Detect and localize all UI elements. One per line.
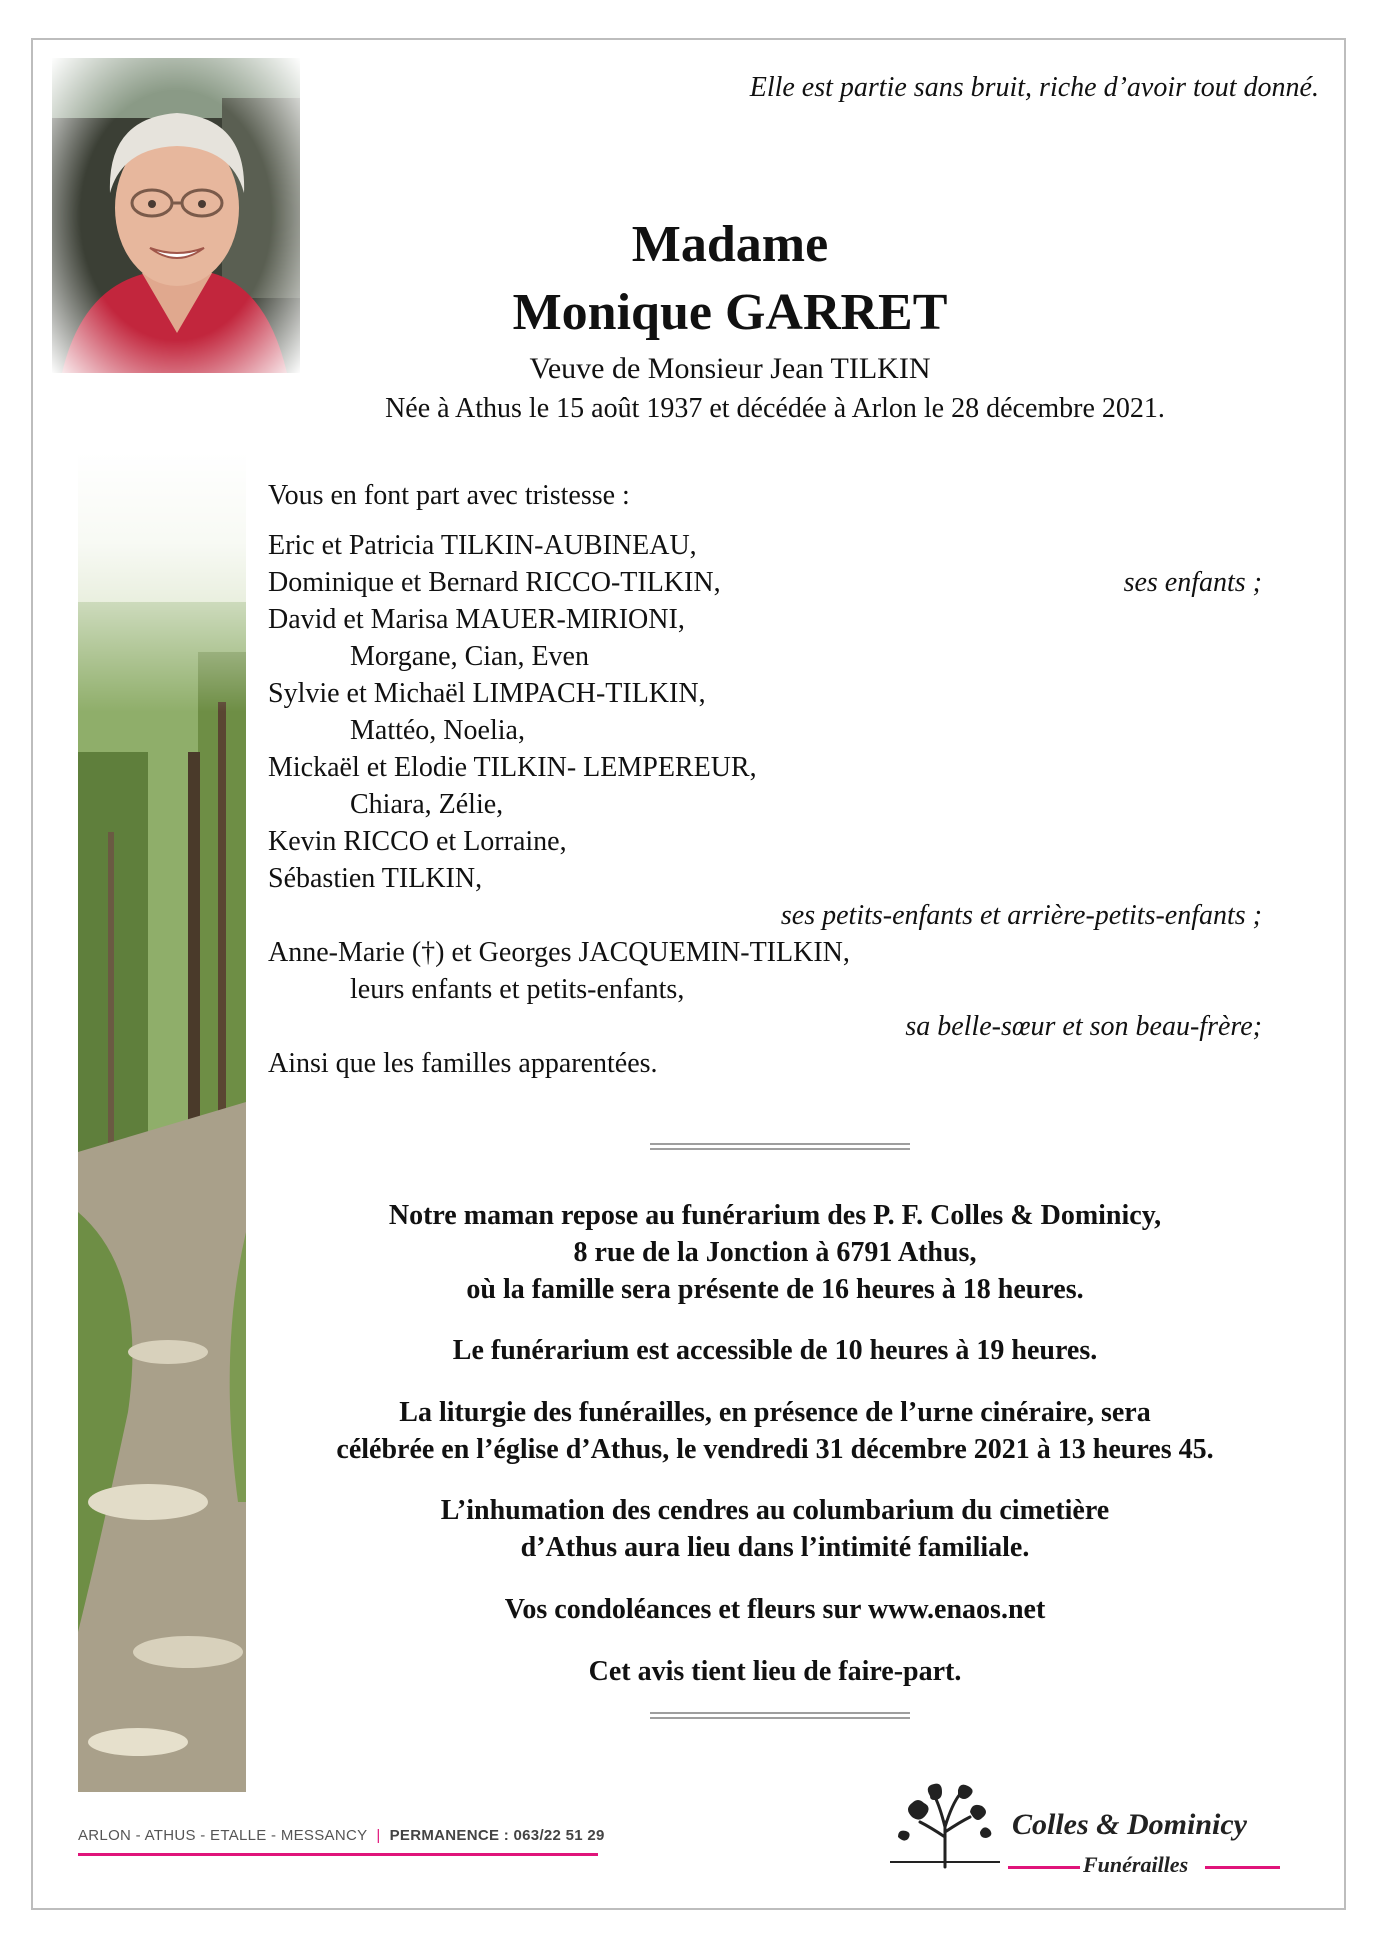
deceased-title: Madame bbox=[631, 216, 829, 273]
family-line: Chiara, Zélie, bbox=[350, 789, 504, 820]
family-line: Sébastien TILKIN, bbox=[268, 863, 483, 894]
family-line: Morgane, Cian, Even bbox=[350, 641, 589, 672]
forest-path-image bbox=[78, 452, 246, 1792]
funerarium-line: 8 rue de la Jonction à 6791 Athus, bbox=[573, 1237, 977, 1268]
access-hours: Le funérarium est accessible de 10 heures à 19 heures. bbox=[452, 1335, 1098, 1366]
footer-contact bbox=[78, 1827, 605, 1844]
family-line: Mickaël et Elodie TILKIN- LEMPEREUR, bbox=[268, 752, 757, 783]
widow-line: Veuve de Monsieur Jean TILKIN bbox=[529, 352, 931, 385]
burial-line: L’inhumation des cendres au columbarium du cimetière bbox=[440, 1495, 1110, 1526]
logo-pink-line-left bbox=[1008, 1866, 1080, 1869]
burial-line: d’Athus aura lieu dans l’intimité familiale. bbox=[520, 1532, 1030, 1563]
family-line: Anne-Marie (†) et Georges JACQUEMIN-TILKIN, bbox=[268, 937, 850, 968]
footer-locations: ARLON - ATHUS - ETALLE - MESSANCY bbox=[78, 1827, 368, 1844]
tree-logo-icon bbox=[890, 1782, 1000, 1870]
family-line: Mattéo, Noelia, bbox=[350, 715, 525, 746]
logo-company-subtitle: Funérailles bbox=[1083, 1852, 1189, 1877]
footer-pink-line bbox=[78, 1853, 598, 1856]
role-in-laws: sa belle-sœur et son beau-frère; bbox=[905, 1011, 1262, 1042]
family-line: David et Marisa MAUER-MIRIONI, bbox=[268, 604, 685, 635]
family-intro: Vous en font part avec tristesse : bbox=[268, 480, 630, 511]
role-children: ses enfants ; bbox=[1123, 567, 1262, 598]
family-line: Eric et Patricia TILKIN-AUBINEAU, bbox=[268, 530, 697, 561]
footer-permanence: PERMANENCE : 063/22 51 29 bbox=[389, 1827, 605, 1844]
liturgy-line: célébrée en l’église d’Athus, le vendredi 31 décembre 2021 à 13 heures 45. bbox=[336, 1434, 1214, 1465]
family-line: Ainsi que les familles apparentées. bbox=[268, 1048, 658, 1079]
condolences-line: Vos condoléances et fleurs sur www.enaos.net bbox=[504, 1594, 1046, 1625]
portrait-photo bbox=[52, 58, 300, 373]
logo-pink-line-right bbox=[1205, 1866, 1280, 1869]
family-line: leurs enfants et petits-enfants, bbox=[350, 974, 685, 1005]
footer-separator: | bbox=[376, 1827, 381, 1844]
family-line: Sylvie et Michaël LIMPACH-TILKIN, bbox=[268, 678, 706, 709]
divider bbox=[650, 1143, 910, 1150]
family-line: Kevin RICCO et Lorraine, bbox=[268, 826, 567, 857]
family-line: Dominique et Bernard RICCO-TILKIN, bbox=[268, 567, 721, 598]
funerarium-line: Notre maman repose au funérarium des P. F. Colles & Dominicy, bbox=[388, 1200, 1162, 1231]
divider bbox=[650, 1712, 910, 1719]
deceased-name: Monique GARRET bbox=[512, 284, 948, 341]
role-grandchildren: ses petits-enfants et arrière-petits-enfants ; bbox=[780, 900, 1262, 931]
memorial-quote: Elle est partie sans bruit, riche d’avoir tout donné. bbox=[749, 72, 1319, 103]
liturgy-line: La liturgie des funérailles, en présence de l’urne cinéraire, sera bbox=[399, 1397, 1151, 1428]
birth-death-dates: Née à Athus le 15 août 1937 et décédée à Arlon le 28 décembre 2021. bbox=[385, 393, 1165, 424]
funerarium-line: où la famille sera présente de 16 heures à 18 heures. bbox=[466, 1274, 1084, 1305]
logo-company-name: Colles & Dominicy bbox=[1012, 1808, 1247, 1841]
notice-line: Cet avis tient lieu de faire-part. bbox=[588, 1656, 962, 1687]
